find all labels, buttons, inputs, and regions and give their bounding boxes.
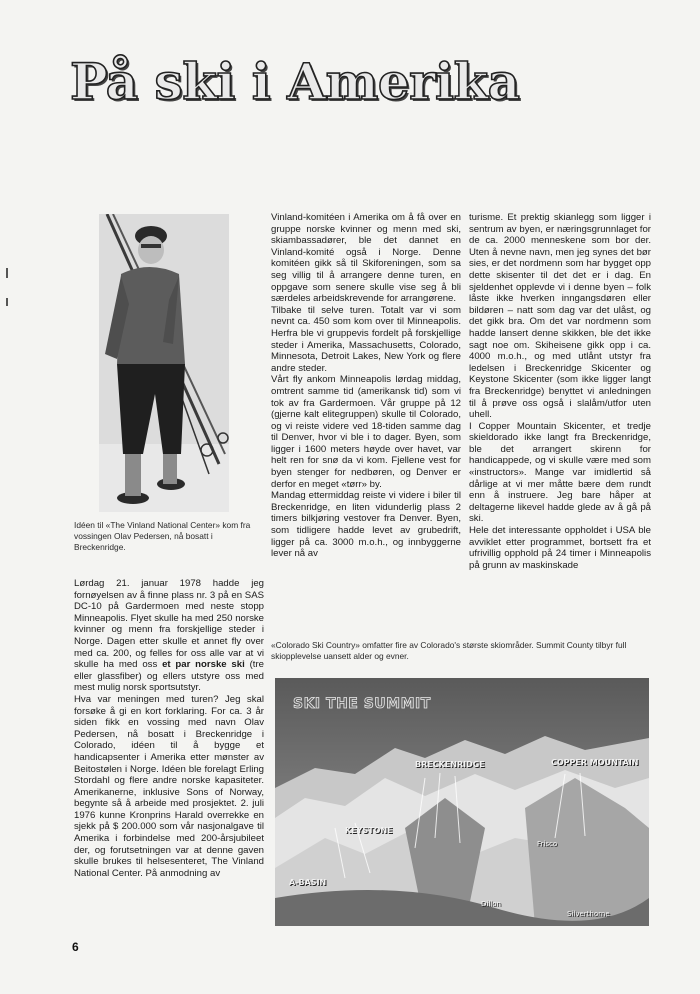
paragraph: Vårt fly ankom Minneapolis lørdag middag, omtrent samme tid (amerikansk tid) som vi tok av fra Gardermoen. Vår gruppe på 12 (gjerne kalt elitegruppen) skulle til Colorado, og vi reiste videre ved 18-tiden samme dag til Denver, hvor vi ble i to dager. Byen, som ligger i 1600 meters høyde over havet, var helt ren for snø da vi kom. Fjellene vest for byen stenger for nedbøren, og Denver er derfor en meget «tørr» by. — [271, 374, 461, 490]
map-label-dillon: Dillon — [481, 900, 501, 908]
map-label-silverthorne: Silverthorne — [567, 910, 610, 918]
skier-photo-illustration — [99, 214, 229, 512]
emphasis-norske-ski: et par norske ski — [162, 659, 245, 671]
map-label-keystone: KEYSTONE — [345, 826, 393, 835]
paragraph: Hva var meningen med turen? Jeg skal forsøke å gi en kort forklaring. For ca. 3 år siden fikk en vossing med navn Olav Pedersen, nå bosatt i Breckenridge i Colorado, idéen til å bygge et handicapsenter i Amerika etter mønster av Beitostølen i Norge. Idéen ble forelagt Erling Stordahl og flere andre norske kapasiteter. Amerikanerne, inklusive Sons of Norway, begynte så å arbeide med prosjektet. 2. juli 1976 kunne Kronprins Harald overrekke en sjekk på $ 200.000 som vår nasjonalgave til Amerika i forbindelse med 200-årsjubileet der, og forutsetningen var at denne gaven skulle brukes til helsesenteret, The Vinland National Center. På anmodning av — [74, 693, 264, 879]
text-column-2 — [271, 212, 461, 560]
paragraph: Lørdag 21. januar 1978 hadde jeg fornøyelsen av å finne plass nr. 3 på en SAS DC-10 på Gardermoen med neste stopp Minneapolis. Flyet skulle ha med 250 norske kvinner og menn fra forskjellige steder i Norge. Dagen etter skulle et annet fly over med ca. 200, og felles for oss alle var at vi skulle ha med oss et par norske ski (tre eller glassfiber) og ellers utstyre oss med mest mulig norsk sportsutstyr. — [74, 578, 264, 694]
map-label-copper-mountain: COPPER MOUNTAIN — [551, 758, 639, 767]
paragraph: Hele det interessante oppholdet i USA ble avviklet etter programmet, bortsett fra et ufrivillig opphold på 24 timer i Minneapolis på grunn av maskinskade — [469, 525, 651, 571]
text-column-3 — [469, 212, 651, 571]
map-label-frisco: Frisco — [537, 840, 558, 848]
skier-photo — [99, 214, 229, 512]
photo-caption: Idéen til «The Vinland National Center» kom fra vossingen Olav Pedersen, nå bosatt i Breckenridge. — [74, 520, 251, 552]
page-number: 6 — [72, 940, 79, 954]
article-title: På ski i Amerika — [70, 52, 520, 111]
mountain-panorama — [275, 678, 649, 926]
map-caption: «Colorado Ski Country» omfatter fire av Colorado's største skiområder. Summit County tilbyr full skiopplevelse uansett alder og evner. — [271, 640, 627, 661]
map-title: SKI THE SUMMIT — [293, 696, 431, 712]
scan-edge-mark — [6, 298, 8, 306]
paragraph: I Copper Mountain Skicenter, et tredje skieldorado ikke langt fra Breckenridge, ble det arrangert skirenn for handicappede, og vi skulle være med som «instructors». Mange var imidlertid så dårlige at vi mer måtte bære dem rundt enn å instruere. Jeg bare håper at deltagerne likevel hadde glede av å gå på ski. — [469, 420, 651, 525]
text-column-1 — [74, 578, 264, 879]
paragraph: Mandag ettermiddag reiste vi videre i biler til Breckenridge, en liten vidunderlig plass 2 timers bilkjøring vestover fra Denver. Byen, som tidligere hadde levet av grubedrift, ligger på ca. 3000 m.o.h., og innbyggerne lever nå av — [271, 490, 461, 560]
paragraph: turisme. Et prektig skianlegg som ligger i sentrum av byen, er næringsgrunnlaget for de ca. 2000 menneskene som bor der. Uten å nevne navn, men jeg synes det bør sies, er det nordmenn som har bygget opp dette skisenter til det det er i dag. En sjeldenhet opplevde vi i denne byen – folk låste ikke hverken inngangsdøren eller bildøren – natt som dag var det ulåst, og det gikk bra. Om det var nordmenn som hadde lansert denne skikken, ble det ikke sagt noe om. Skiheisene gikk opp i ca. 4000 m.o.h., og med utlånt utstyr fra ledelsen i Breckenridge Skicenter og Keystone Skicenter (som ikke ligger langt fra Breckenridge) benyttet vi anledningen til å prøve oss også i slalåm/utfor uten uhell. — [469, 212, 651, 421]
ski-area-map — [275, 678, 649, 926]
scan-edge-mark — [6, 268, 8, 278]
map-label-breckenridge: BRECKENRIDGE — [415, 760, 485, 769]
paragraph: Tilbake til selve turen. Totalt var vi som nevnt ca. 450 som kom over til Minneapolis. Herfra ble vi gruppevis fordelt på forskjellige steder i Amerika, Massachusetts, Colorado, Minnesota, Detroit Lakes, New York og flere andre steder. — [271, 304, 461, 374]
paragraph: Vinland-komitéen i Amerika om å få over en gruppe norske kvinner og menn med ski, skiambassadører, ble det dannet en Vinland-komité også i Norge. Denne komitéen gikk så til Skiforeningen, som sa seg villig til å arrangere denne turen, en oppgave som senere skulle vise seg å bli særdeles arbeidskrevende for arrangørene. — [271, 212, 461, 305]
map-label-a-basin: A-BASIN — [289, 878, 327, 887]
